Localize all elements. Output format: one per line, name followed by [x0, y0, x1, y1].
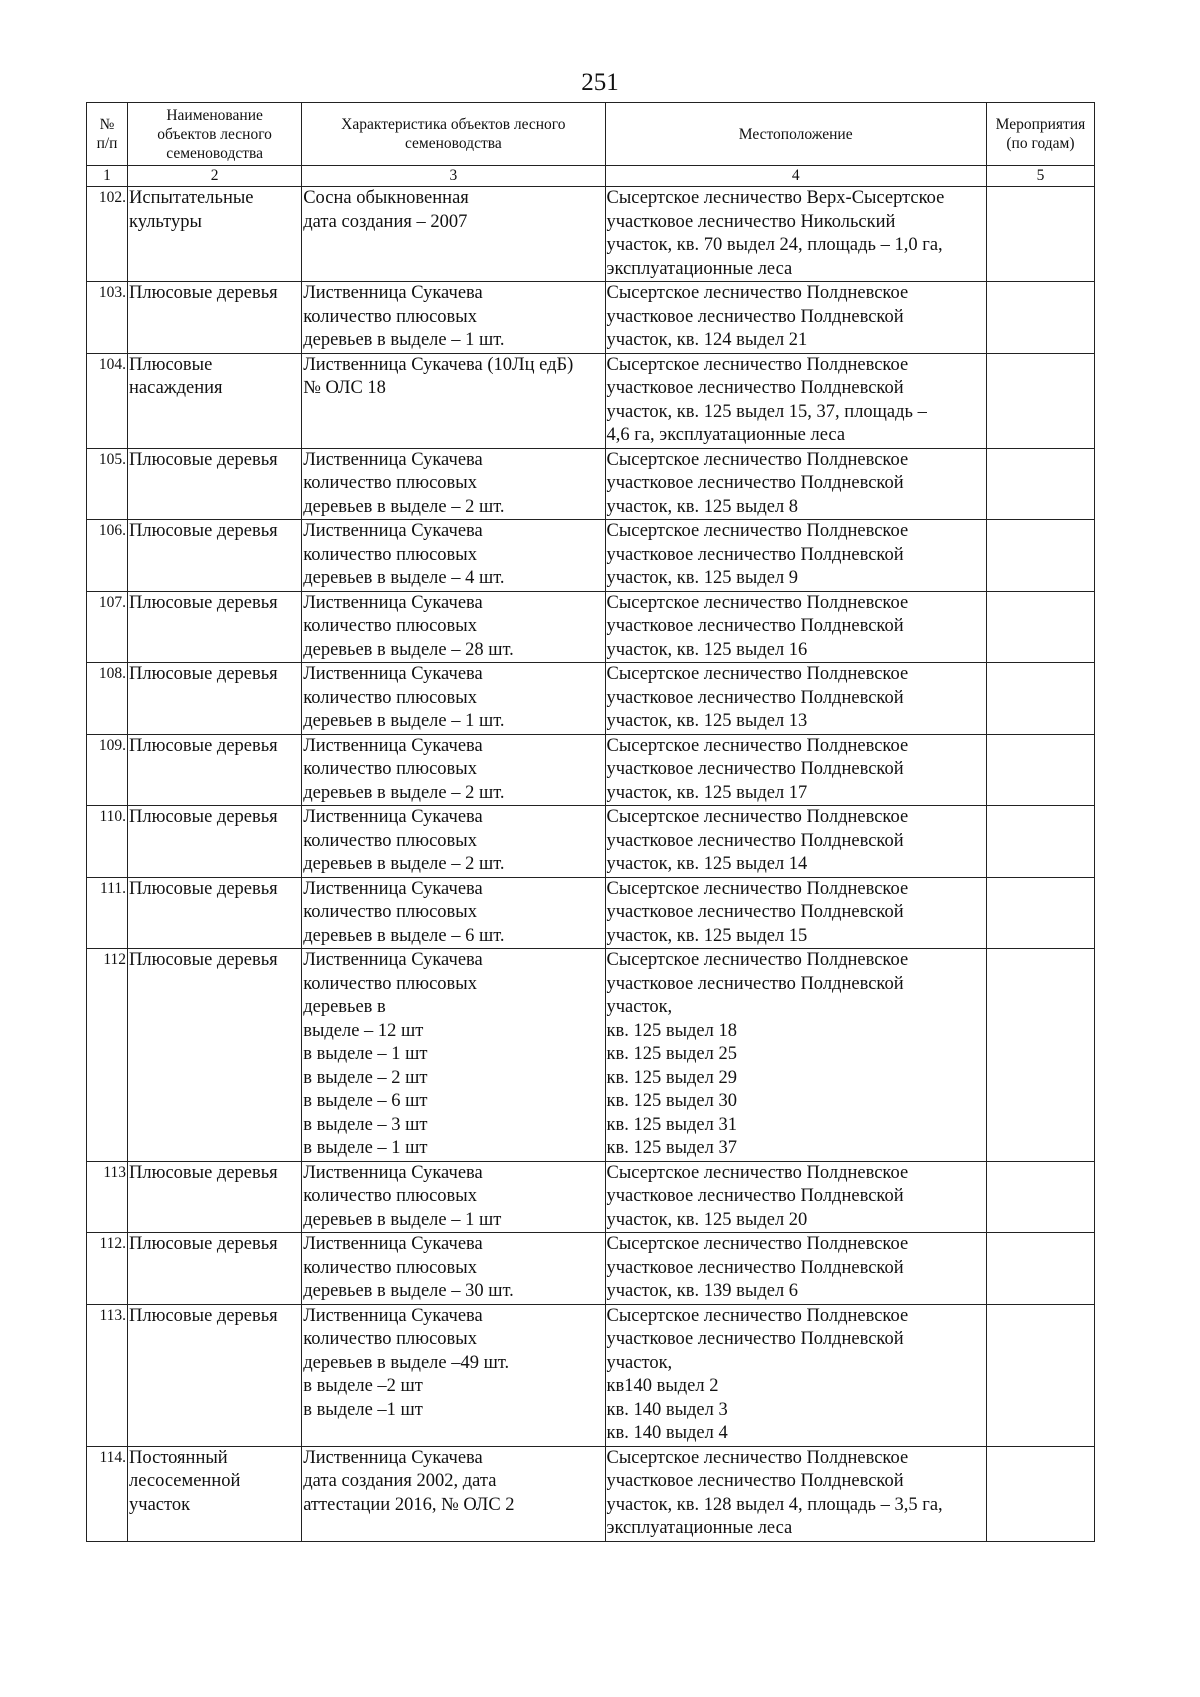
object-measures [986, 591, 1094, 663]
table-row [87, 591, 1095, 663]
table-row [87, 282, 1095, 354]
object-measures [986, 187, 1094, 282]
table-row [87, 949, 1095, 1162]
object-name: Постоянный лесосеменной участок [128, 1446, 302, 1541]
object-characteristic: Лиственница Сукачева количество плюсовых деревьев в выделе – 6 шт. [302, 877, 605, 949]
row-number: 109. [87, 734, 128, 806]
row-number: 104. [87, 353, 128, 448]
row-number: 113. [87, 1304, 128, 1446]
object-location: Сысертское лесничество Полдневское участковое лесничество Полдневской участок, кв. 125 выдел 15, 37, площадь – 4,6 га, эксплуатационные леса [605, 353, 986, 448]
column-number: 1 [87, 166, 128, 187]
object-characteristic: Лиственница Сукачева количество плюсовых деревьев в выделе – 12 шт в выделе – 1 шт в выделе – 2 шт в выделе – 6 шт в выделе – 3 шт в выделе – 1 шт [302, 949, 605, 1162]
object-location: Сысертское лесничество Полдневское участковое лесничество Полдневской участок, кв. 125 выдел 17 [605, 734, 986, 806]
object-name: Плюсовые деревья [128, 806, 302, 878]
object-measures [986, 1304, 1094, 1446]
object-location: Сысертское лесничество Полдневское участковое лесничество Полдневской участок, кв. 125 выдел 20 [605, 1161, 986, 1233]
column-number-row [87, 166, 1095, 187]
object-characteristic: Лиственница Сукачева количество плюсовых деревьев в выделе – 4 шт. [302, 520, 605, 592]
row-number: 113 [87, 1161, 128, 1233]
object-location: Сысертское лесничество Полдневское участковое лесничество Полдневской участок, кв. 125 выдел 18 кв. 125 выдел 25 кв. 125 выдел 29 кв. 125 выдел 30 кв. 125 выдел 31 кв. 125 выдел 37 [605, 949, 986, 1162]
column-number: 4 [605, 166, 986, 187]
object-location: Сысертское лесничество Полдневское участковое лесничество Полдневской участок, кв. 128 выдел 4, площадь – 3,5 га, эксплуатационные леса [605, 1446, 986, 1541]
row-number: 110. [87, 806, 128, 878]
column-number: 2 [128, 166, 302, 187]
object-location: Сысертское лесничество Полдневское участковое лесничество Полдневской участок, кв. 125 выдел 15 [605, 877, 986, 949]
object-location: Сысертское лесничество Полдневское участковое лесничество Полдневской участок, кв. 125 выдел 9 [605, 520, 986, 592]
object-measures [986, 663, 1094, 735]
object-measures [986, 353, 1094, 448]
row-number: 102. [87, 187, 128, 282]
object-name: Плюсовые деревья [128, 1161, 302, 1233]
object-name: Плюсовые деревья [128, 448, 302, 520]
table-row [87, 1446, 1095, 1541]
header-number: № п/п [87, 103, 128, 166]
header-characteristic: Характеристика объектов лесного семеноводства [302, 103, 605, 166]
object-characteristic: Лиственница Сукачева (10Лц едБ) № ОЛС 18 [302, 353, 605, 448]
object-characteristic: Лиственница Сукачева количество плюсовых деревьев в выделе – 2 шт. [302, 734, 605, 806]
object-location: Сысертское лесничество Верх-Сысертское участковое лесничество Никольский участок, кв. 70 выдел 24, площадь – 1,0 га, эксплуатационные леса [605, 187, 986, 282]
table-row [87, 1161, 1095, 1233]
object-location: Сысертское лесничество Полдневское участковое лесничество Полдневской участок, кв. 125 выдел 13 [605, 663, 986, 735]
object-measures [986, 1233, 1094, 1305]
object-name: Плюсовые насаждения [128, 353, 302, 448]
object-measures [986, 1446, 1094, 1541]
header-measures: Мероприятия (по годам) [986, 103, 1094, 166]
header-location: Местоположение [605, 103, 986, 166]
row-number: 111. [87, 877, 128, 949]
row-number: 114. [87, 1446, 128, 1541]
table-row [87, 877, 1095, 949]
object-name: Плюсовые деревья [128, 520, 302, 592]
row-number: 112. [87, 1233, 128, 1305]
object-characteristic: Лиственница Сукачева количество плюсовых деревьев в выделе – 2 шт. [302, 806, 605, 878]
header-object-name: Наименование объектов лесного семеноводства [128, 103, 302, 166]
object-location: Сысертское лесничество Полдневское участковое лесничество Полдневской участок, кв. 124 выдел 21 [605, 282, 986, 354]
object-characteristic: Лиственница Сукачева количество плюсовых деревьев в выделе – 1 шт. [302, 663, 605, 735]
object-location: Сысертское лесничество Полдневское участковое лесничество Полдневской участок, кв. 139 выдел 6 [605, 1233, 986, 1305]
object-characteristic: Лиственница Сукачева количество плюсовых деревьев в выделе –49 шт. в выделе –2 шт в выделе –1 шт [302, 1304, 605, 1446]
header-row [87, 103, 1095, 166]
table-row [87, 734, 1095, 806]
object-name: Плюсовые деревья [128, 949, 302, 1162]
row-number: 108. [87, 663, 128, 735]
object-name: Плюсовые деревья [128, 877, 302, 949]
column-number: 5 [986, 166, 1094, 187]
object-measures [986, 282, 1094, 354]
object-measures [986, 1161, 1094, 1233]
object-name: Плюсовые деревья [128, 282, 302, 354]
table-row [87, 353, 1095, 448]
table-row [87, 1304, 1095, 1446]
object-characteristic: Сосна обыкновенная дата создания – 2007 [302, 187, 605, 282]
object-name: Плюсовые деревья [128, 1304, 302, 1446]
table-row [87, 448, 1095, 520]
table-row [87, 520, 1095, 592]
object-characteristic: Лиственница Сукачева дата создания 2002, дата аттестации 2016, № ОЛС 2 [302, 1446, 605, 1541]
object-location: Сысертское лесничество Полдневское участковое лесничество Полдневской участок, кв. 125 выдел 16 [605, 591, 986, 663]
object-measures [986, 520, 1094, 592]
table-row [87, 187, 1095, 282]
object-characteristic: Лиственница Сукачева количество плюсовых деревьев в выделе – 30 шт. [302, 1233, 605, 1305]
object-characteristic: Лиственница Сукачева количество плюсовых деревьев в выделе – 1 шт. [302, 282, 605, 354]
row-number: 105. [87, 448, 128, 520]
row-number: 106. [87, 520, 128, 592]
object-measures [986, 949, 1094, 1162]
object-name: Плюсовые деревья [128, 734, 302, 806]
object-measures [986, 877, 1094, 949]
object-characteristic: Лиственница Сукачева количество плюсовых деревьев в выделе – 1 шт [302, 1161, 605, 1233]
row-number: 103. [87, 282, 128, 354]
object-location: Сысертское лесничество Полдневское участковое лесничество Полдневской участок, кв140 выдел 2 кв. 140 выдел 3 кв. 140 выдел 4 [605, 1304, 986, 1446]
object-location: Сысертское лесничество Полдневское участковое лесничество Полдневской участок, кв. 125 выдел 14 [605, 806, 986, 878]
object-characteristic: Лиственница Сукачева количество плюсовых деревьев в выделе – 2 шт. [302, 448, 605, 520]
object-measures [986, 806, 1094, 878]
object-name: Плюсовые деревья [128, 591, 302, 663]
object-name: Плюсовые деревья [128, 1233, 302, 1305]
table-row [87, 663, 1095, 735]
object-name: Плюсовые деревья [128, 663, 302, 735]
object-name: Испытательные культуры [128, 187, 302, 282]
object-characteristic: Лиственница Сукачева количество плюсовых деревьев в выделе – 28 шт. [302, 591, 605, 663]
row-number: 112 [87, 949, 128, 1162]
object-location: Сысертское лесничество Полдневское участковое лесничество Полдневской участок, кв. 125 выдел 8 [605, 448, 986, 520]
table-row [87, 806, 1095, 878]
column-number: 3 [302, 166, 605, 187]
seed-objects-table [86, 102, 1095, 1542]
object-measures [986, 734, 1094, 806]
page-number: 251 [581, 69, 619, 96]
row-number: 107. [87, 591, 128, 663]
table-row [87, 1233, 1095, 1305]
object-measures [986, 448, 1094, 520]
